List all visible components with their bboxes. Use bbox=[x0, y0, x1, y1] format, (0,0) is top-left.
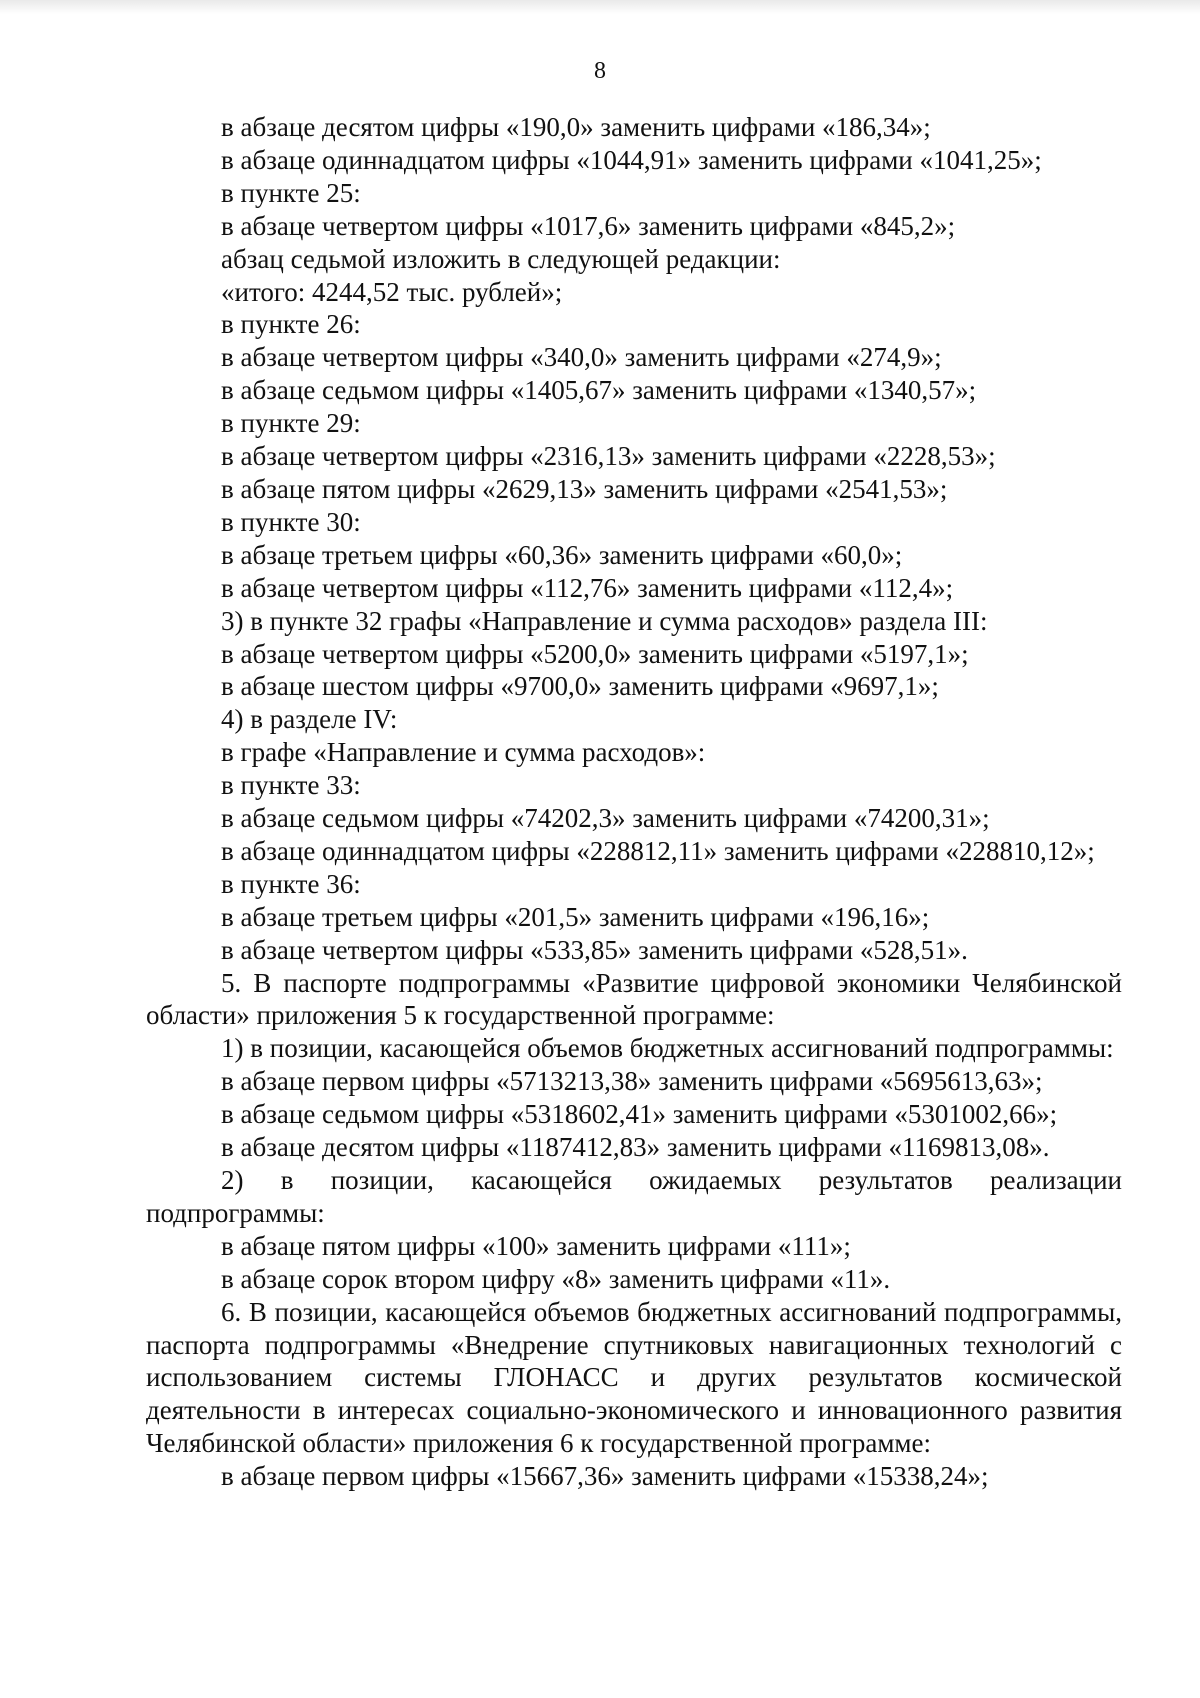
paragraph-15: в абзаце четвертом цифры «112,76» заменить цифрами «112,4»; bbox=[221, 572, 954, 603]
paragraph-34: в абзаце сорок втором цифру «8» заменить цифрами «11». bbox=[221, 1263, 891, 1294]
paragraph-25: в абзаце третьем цифры «201,5» заменить цифрами «196,16»; bbox=[221, 901, 930, 932]
paragraph-30: в абзаце седьмом цифры «5318602,41» заменить цифрами «5301002,66»; bbox=[221, 1099, 1058, 1130]
paragraph-6: «итого: 4244,52 тыс. рублей»; bbox=[221, 276, 563, 307]
paragraph-16: 3) в пункте 32 графы «Направление и сумма расходов» раздела III: bbox=[221, 605, 988, 636]
paragraph-18: в абзаце шестом цифры «9700,0» заменить цифрами «9697,1»; bbox=[221, 671, 939, 702]
paragraph-19: 4) в разделе IV: bbox=[221, 704, 398, 735]
paragraph-31: в абзаце десятом цифры «1187412,83» заменить цифрами «1169813,08». bbox=[221, 1132, 1050, 1163]
paragraph-11: в абзаце четвертом цифры «2316,13» заменить цифрами «2228,53»; bbox=[221, 441, 996, 472]
paragraph-35: 6. В позиции, касающейся объемов бюджетных ассигнований подпрограммы, паспорта подпрограммы «Внедрение спутниковых навигационных технологий с использованием системы ГЛОНАСС и других результатов космической деятельности в интересах социально-экономического и инновационного развития Челябинской области» приложения 6 к государственной программе: bbox=[146, 1296, 1122, 1459]
paragraph-3: в пункте 25: bbox=[221, 177, 361, 208]
paragraph-13: в пункте 30: bbox=[221, 506, 361, 537]
paragraph-9: в абзаце седьмом цифры «1405,67» заменить цифрами «1340,57»; bbox=[221, 375, 977, 406]
paragraph-10: в пункте 29: bbox=[221, 408, 361, 439]
paragraph-2: в абзаце одиннадцатом цифры «1044,91» заменить цифрами «1041,25»; bbox=[221, 144, 1042, 175]
paragraph-24: в пункте 36: bbox=[221, 868, 361, 899]
paragraph-27: 5. В паспорте подпрограммы «Развитие цифровой экономики Челябинской области» приложения 5 к государственной программе: bbox=[146, 967, 1122, 1031]
paragraph-26: в абзаце четвертом цифры «533,85» заменить цифрами «528,51». bbox=[221, 934, 968, 965]
paragraph-33: в абзаце пятом цифры «100» заменить цифрами «111»; bbox=[221, 1230, 851, 1261]
paragraph-7: в пункте 26: bbox=[221, 309, 361, 340]
paragraph-22: в абзаце седьмом цифры «74202,3» заменить цифрами «74200,31»; bbox=[221, 803, 990, 834]
paragraph-5: абзац седьмой изложить в следующей редакции: bbox=[221, 243, 781, 274]
paragraph-12: в абзаце пятом цифры «2629,13» заменить цифрами «2541,53»; bbox=[221, 473, 948, 504]
paragraph-36: в абзаце первом цифры «15667,36» заменить цифрами «15338,24»; bbox=[221, 1461, 989, 1492]
page-number: 8 bbox=[594, 58, 606, 84]
paragraph-29: в абзаце первом цифры «5713213,38» заменить цифрами «5695613,63»; bbox=[221, 1066, 1043, 1097]
paragraph-32: 2) в позиции, касающейся ожидаемых результатов реализации подпрограммы: bbox=[146, 1165, 1122, 1228]
paragraph-20: в графе «Направление и сумма расходов»: bbox=[221, 737, 706, 768]
paragraph-14: в абзаце третьем цифры «60,36» заменить цифрами «60,0»; bbox=[221, 539, 903, 570]
paragraph-1: в абзаце десятом цифры «190,0» заменить цифрами «186,34»; bbox=[221, 112, 931, 142]
paragraph-23: в абзаце одиннадцатом цифры «228812,11» заменить цифрами «228810,12»; bbox=[221, 835, 1095, 866]
paragraph-21: в пункте 33: bbox=[221, 770, 361, 801]
paragraph-8: в абзаце четвертом цифры «340,0» заменить цифрами «274,9»; bbox=[221, 342, 942, 373]
paragraph-17: в абзаце четвертом цифры «5200,0» заменить цифрами «5197,1»; bbox=[221, 638, 969, 669]
scan-edge-shadow bbox=[0, 0, 1200, 14]
document-body bbox=[146, 111, 1122, 1493]
paragraph-4: в абзаце четвертом цифры «1017,6» заменить цифрами «845,2»; bbox=[221, 210, 956, 241]
paragraph-28: 1) в позиции, касающейся объемов бюджетных ассигнований подпрограммы: bbox=[221, 1033, 1114, 1064]
